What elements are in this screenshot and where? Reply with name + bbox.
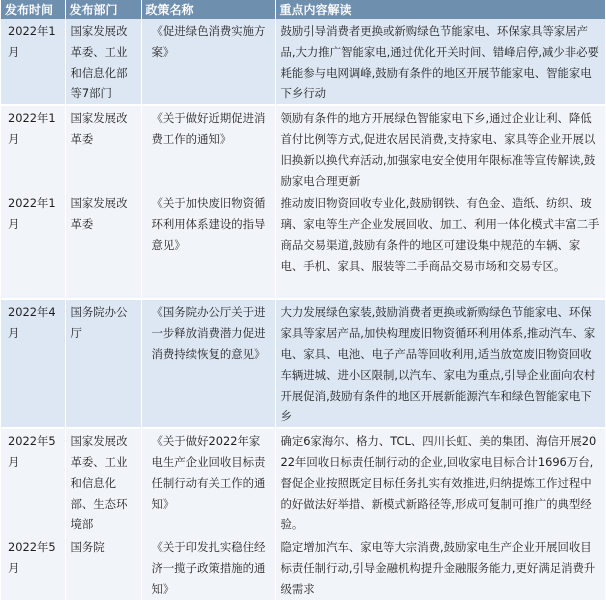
header-policy-name: 政策名称 (141, 0, 275, 19)
cell-policy-name: 《促进绿色消费实施方案》 (141, 19, 275, 105)
cell-date: 2022年1月 (1, 19, 65, 105)
cell-key-content: 鼓励引导消费者更换或新购绿色节能家电、环保家具等家居产品,大力推广智能家电,通过优化开关时间、错峰启停,减少非必要耗能参与电网调峰,鼓励有条件的地区开展节能家电、智能家电下乡行动 (275, 19, 605, 105)
table-row (1, 19, 605, 105)
cell-policy-name: 《关于做好2022年家电生产企业回收目标责任制行动有关工作的通知》 (141, 428, 275, 535)
cell-date: 2022年4月 (1, 299, 65, 428)
cell-date: 2022年5月 (1, 535, 65, 600)
header-key-content: 重点内容解读 (275, 0, 605, 19)
cell-department: 国家发展改革委、工业和信息化部等7部门 (65, 19, 141, 105)
cell-key-content: 大力发展绿色家装,鼓励消费者更换或新购绿色节能家电、环保家具等家居产品,加快构理废旧物资循环利用体系,推动汽车、家电、家具、电池、电子产品等回收利用,适当放宽废旧物资回收车辆进城、进小区限制,以汽车、家电为重点,引导企业面向农村开展促消,鼓励有条件的地区开展新能源汽车和绿色智能家电下乡 (275, 299, 605, 428)
cell-key-content: 领励有条件的地方开展绿色智能家电下乡,通过企业让利、降低首付比例等方式,促进农居民消费,支持家电、家具等企业开展以旧换新以换代弃活动,加强家电安全使用年限标准等宣传解读,鼓励家电合理更新 (275, 105, 605, 191)
cell-key-content: 确定6家海尔、格力、TCL、四川长虹、美的集团、海信开展2022年回收日标责任制行动的企业,回收家电目标合计1696万台,督促企业按照既定目标任务扎实有效推进,归纳提炼工作过程中的好做法好举措、新模式新路径等,形成可复制可推广的典型经验。 (275, 428, 605, 535)
table-row (1, 105, 605, 191)
cell-policy-name: 《国务院办公厅关于进一步释放消费潜力促进消费持续恢复的意见》 (141, 299, 275, 428)
policy-table (1, 0, 606, 600)
cell-department: 国家发展改革委、工业和信息化部、生态环境部 (65, 428, 141, 535)
cell-department: 国务院 (65, 535, 141, 600)
cell-key-content: 隐定增加汽车、家电等大宗消费,鼓励家电生产企业开展回收目标责任制行动,引导金融机构提升金融服务能力,更好满足消费升级需求 (275, 535, 605, 600)
cell-date: 2022年1月 (1, 191, 65, 299)
cell-date: 2022年1月 (1, 105, 65, 191)
table-header-row (1, 0, 605, 19)
table-row (1, 191, 605, 299)
header-department: 发布部门 (65, 0, 141, 19)
table-row (1, 535, 605, 600)
cell-date: 2022年5月 (1, 428, 65, 535)
cell-department: 国家发展改革委 (65, 191, 141, 299)
table-row (1, 428, 605, 535)
cell-key-content: 推动废旧物资回收专业化,鼓励钢铁、有色金、造纸、纺织、玻璃、家电等生产企业发展回收、加工、利用一体化模式丰富二手商品交易渠道,鼓励有条件的地区可建设集中规范的车辆、家电、手机、家具、服装等二手商品交易市场和交易专区。 (275, 191, 605, 299)
cell-department: 国务院办公厅 (65, 299, 141, 428)
cell-policy-name: 《关于印发扎实稳住经济一揽子政策措施的通知》 (141, 535, 275, 600)
cell-policy-name: 《关于做好近期促进消费工作的通知》 (141, 105, 275, 191)
cell-policy-name: 《关于加快废旧物资循环利用体系建设的指导意见》 (141, 191, 275, 299)
table-row (1, 299, 605, 428)
cell-department: 国家发展改革委 (65, 105, 141, 191)
header-date: 发布时间 (1, 0, 65, 19)
